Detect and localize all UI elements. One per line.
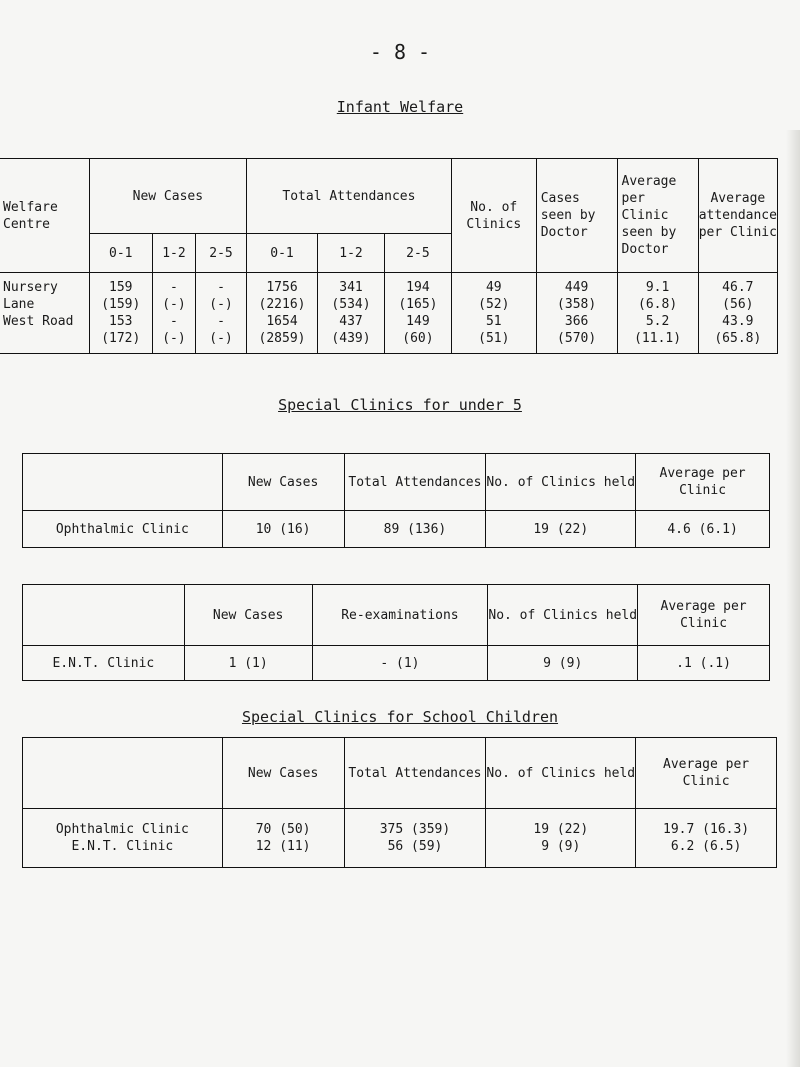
centre-name: Lane bbox=[3, 297, 35, 312]
empty-header bbox=[23, 738, 223, 809]
cell-value: 1 (1) bbox=[184, 646, 312, 681]
col-average: Average per Clinic bbox=[636, 738, 777, 809]
cell-value: 437 bbox=[339, 314, 363, 329]
age-group-header: 1-2 bbox=[152, 234, 195, 273]
cell-value: (439) bbox=[331, 331, 371, 346]
special-under5-heading: Special Clinics for under 5 bbox=[278, 396, 522, 414]
cell-value: (172) bbox=[101, 331, 141, 346]
new-cases-2-5 bbox=[196, 273, 247, 354]
cell-value: 366 bbox=[564, 314, 589, 329]
cell-value: 19 (22) bbox=[533, 822, 589, 837]
col-clinics-held: No. of Clinics held bbox=[488, 585, 638, 646]
page-number: - 8 - bbox=[369, 40, 431, 64]
row-label: E.N.T. Clinic bbox=[23, 646, 185, 681]
cell-value: 5.2 bbox=[645, 314, 670, 329]
cell-value: 10 (16) bbox=[222, 511, 344, 548]
cell-value: 43.9 bbox=[722, 314, 754, 329]
centre-names bbox=[0, 273, 89, 354]
age-group-header: 2-5 bbox=[384, 234, 451, 273]
cell-value: - bbox=[170, 314, 178, 329]
avg-attendance bbox=[698, 273, 777, 354]
attendances-0-1 bbox=[246, 273, 317, 354]
empty-header bbox=[23, 585, 185, 646]
infant-welfare-table bbox=[0, 158, 778, 354]
col-total-attendances: Total Attendances bbox=[344, 454, 486, 511]
cell-value: 159 bbox=[109, 280, 133, 295]
cell-value: (2216) bbox=[258, 297, 306, 312]
cell-value: 89 (136) bbox=[344, 511, 486, 548]
col-average: Average per Clinic bbox=[638, 585, 770, 646]
cell-value: 194 bbox=[406, 280, 430, 295]
row-labels bbox=[23, 809, 223, 868]
avg-seen bbox=[617, 273, 698, 354]
col-new-cases: New Cases bbox=[89, 159, 246, 234]
age-group-header: 0-1 bbox=[246, 234, 317, 273]
col-clinics-held: No. of Clinics held bbox=[486, 738, 636, 809]
cell-value: (51) bbox=[478, 331, 510, 346]
cell-value: (570) bbox=[557, 331, 597, 346]
age-group-header: 2-5 bbox=[196, 234, 247, 273]
col-avg-seen: Average per Clinic seen by Doctor bbox=[617, 159, 698, 273]
attendances-col bbox=[344, 809, 486, 868]
cell-value: (56) bbox=[722, 297, 754, 312]
cell-value: (-) bbox=[162, 297, 186, 312]
col-no-of-clinics: No. of Clinics bbox=[451, 159, 536, 273]
cell-value: (159) bbox=[101, 297, 141, 312]
cell-value: 19.7 (16.3) bbox=[663, 822, 750, 837]
cell-value: (6.8) bbox=[638, 297, 678, 312]
row-label: Ophthalmic Clinic bbox=[55, 822, 189, 837]
centre-name: West Road bbox=[3, 314, 74, 329]
cell-value: 449 bbox=[564, 280, 589, 295]
cell-value: 1756 bbox=[266, 280, 298, 295]
page-edge-shadow bbox=[786, 130, 800, 1067]
infant-welfare-heading: Infant Welfare bbox=[336, 98, 464, 116]
cell-value: - bbox=[217, 280, 225, 295]
special-school-heading: Special Clinics for School Children bbox=[241, 708, 559, 726]
col-total-attendances: Total Attendances bbox=[246, 159, 451, 234]
cell-value: 70 (50) bbox=[255, 822, 311, 837]
cell-value: 9.1 bbox=[645, 280, 670, 295]
cell-value: (52) bbox=[478, 297, 510, 312]
cell-value: (-) bbox=[209, 331, 233, 346]
cell-value: 341 bbox=[339, 280, 363, 295]
cell-value: (2859) bbox=[258, 331, 306, 346]
cell-value: (65.8) bbox=[714, 331, 762, 346]
ent-under5-table bbox=[22, 584, 770, 681]
cell-value: (534) bbox=[331, 297, 371, 312]
attendances-2-5 bbox=[384, 273, 451, 354]
cell-value: (358) bbox=[557, 297, 597, 312]
col-clinics-held: No. of Clinics held bbox=[486, 454, 636, 511]
cell-value: 6.2 (6.5) bbox=[670, 839, 742, 854]
col-total-attendances: Total Attendances bbox=[344, 738, 486, 809]
col-new-cases: New Cases bbox=[222, 738, 344, 809]
cell-value: 375 (359) bbox=[379, 822, 451, 837]
clinics-col bbox=[486, 809, 636, 868]
cell-value: (165) bbox=[398, 297, 438, 312]
empty-header bbox=[23, 454, 223, 511]
col-welfare-centre: Welfare Centre bbox=[0, 159, 89, 273]
new-cases-0-1 bbox=[89, 273, 152, 354]
no-of-clinics bbox=[451, 273, 536, 354]
cell-value: 9 (9) bbox=[488, 646, 638, 681]
cell-value: - bbox=[170, 280, 178, 295]
col-new-cases: New Cases bbox=[222, 454, 344, 511]
cell-value: 153 bbox=[109, 314, 133, 329]
new-cases-col bbox=[222, 809, 344, 868]
ophthalmic-under5-table bbox=[22, 453, 770, 548]
cell-value: (60) bbox=[402, 331, 434, 346]
cell-value: - (1) bbox=[312, 646, 488, 681]
cases-seen bbox=[536, 273, 617, 354]
cell-value: 56 (59) bbox=[387, 839, 443, 854]
new-cases-1-2 bbox=[152, 273, 195, 354]
cell-value: (-) bbox=[209, 297, 233, 312]
col-cases-seen: Cases seen by Doctor bbox=[536, 159, 617, 273]
cell-value: 19 (22) bbox=[486, 511, 636, 548]
row-label: Ophthalmic Clinic bbox=[23, 511, 223, 548]
cell-value: 49 bbox=[485, 280, 502, 295]
cell-value: - bbox=[217, 314, 225, 329]
school-clinics-table bbox=[22, 737, 777, 868]
attendances-1-2 bbox=[318, 273, 385, 354]
col-reexaminations: Re-examinations bbox=[312, 585, 488, 646]
cell-value: 46.7 bbox=[722, 280, 754, 295]
cell-value: 4.6 (6.1) bbox=[636, 511, 770, 548]
cell-value: 51 bbox=[485, 314, 502, 329]
average-col bbox=[636, 809, 777, 868]
cell-value: 12 (11) bbox=[255, 839, 311, 854]
cell-value: .1 (.1) bbox=[638, 646, 770, 681]
age-group-header: 1-2 bbox=[318, 234, 385, 273]
col-avg-attendance: Average attendance per Clinic bbox=[698, 159, 777, 273]
age-group-header: 0-1 bbox=[89, 234, 152, 273]
centre-name: Nursery bbox=[3, 280, 58, 295]
cell-value: 149 bbox=[406, 314, 430, 329]
cell-value: (-) bbox=[162, 331, 186, 346]
cell-value: (11.1) bbox=[634, 331, 682, 346]
cell-value: 9 (9) bbox=[541, 839, 581, 854]
col-new-cases: New Cases bbox=[184, 585, 312, 646]
row-label: E.N.T. Clinic bbox=[71, 839, 174, 854]
cell-value: 1654 bbox=[266, 314, 298, 329]
col-average: Average per Clinic bbox=[636, 454, 770, 511]
